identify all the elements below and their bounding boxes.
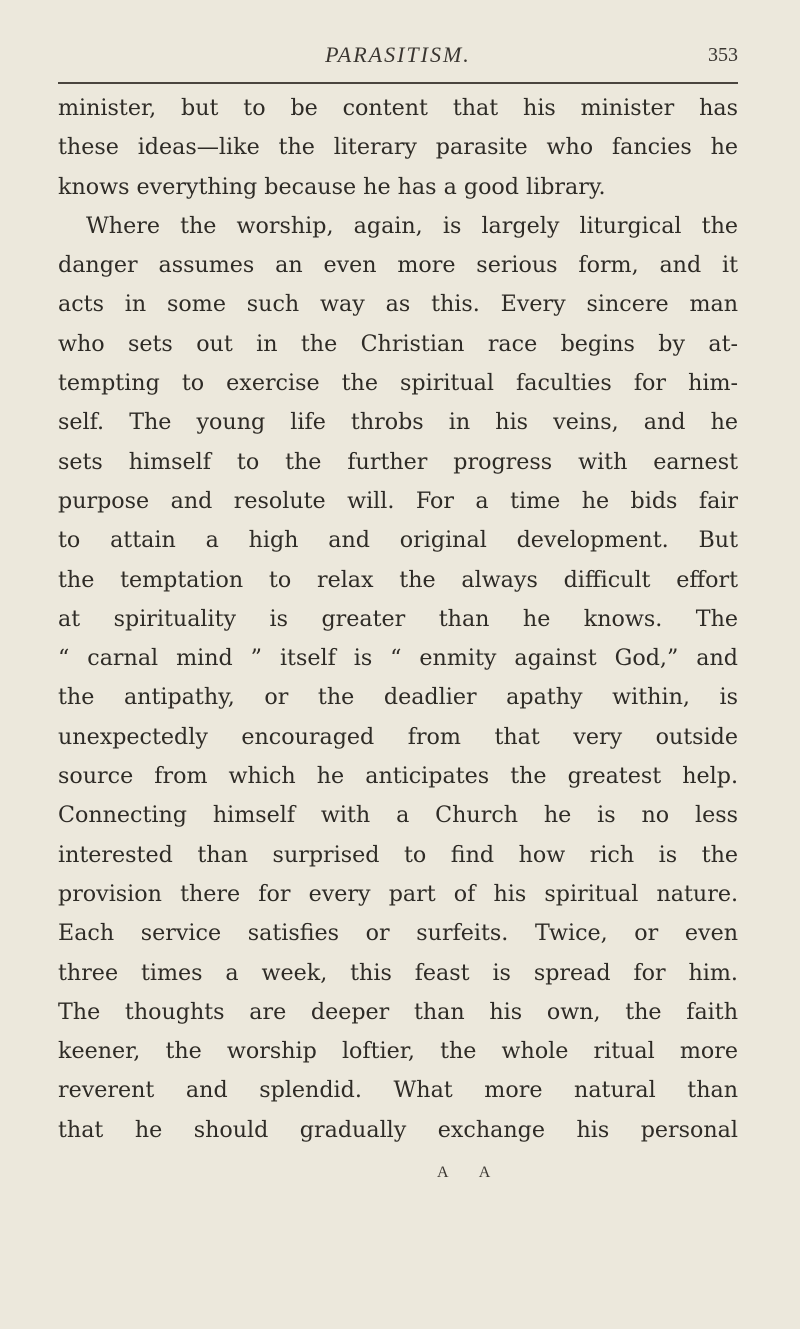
page-header: [58, 42, 738, 76]
text-line: The thoughts are deeper than his own, the faith: [58, 998, 738, 1025]
text-line: reverent and splendid. What more natural than: [58, 1077, 738, 1104]
text-line: Each service satisfies or surfeits. Twice, or even: [58, 920, 738, 947]
text-line: acts in some such way as this. Every sincere man: [58, 291, 738, 318]
text-line: sets himself to the further progress with earnest: [58, 448, 738, 475]
text-line: the antipathy, or the deadlier apathy within, is: [58, 684, 738, 711]
text-line: provision there for every part of his spiritual nature.: [58, 880, 738, 907]
text-line: three times a week, this feast is spread for him.: [58, 959, 738, 986]
text-line: danger assumes an even more serious form, and it: [58, 252, 738, 279]
text-line: purpose and resolute will. For a time he bids fair: [58, 487, 738, 514]
text-line: Connecting himself with a Church he is no less: [58, 802, 738, 829]
text-line: tempting to exercise the spiritual faculties for him-: [58, 370, 738, 397]
running-head: PARASITISM.: [325, 42, 471, 67]
text-line: that he should gradually exchange his personal: [58, 1116, 738, 1143]
text-line: keener, the worship loftier, the whole ritual more: [58, 1038, 738, 1065]
text-line: self. The young life throbs in his veins, and he: [58, 409, 738, 436]
header-rule: [58, 82, 738, 84]
text-line: interested than surprised to find how rich is the: [58, 841, 738, 868]
text-line: Where the worship, again, is largely liturgical the: [86, 212, 738, 239]
text-line: source from which he anticipates the greatest help.: [58, 763, 738, 790]
text-line: minister, but to be content that his minister has: [58, 95, 738, 121]
text-line: these ideas—like the literary parasite who fancies he: [58, 134, 738, 161]
text-line: “ carnal mind ” itself is “ enmity against God,” and: [58, 645, 738, 672]
page-number: 353: [708, 44, 738, 66]
body-text: [58, 89, 738, 1150]
text-line: at spirituality is greater than he knows. The: [58, 605, 738, 632]
text-line: the temptation to relax the always difficult effort: [58, 566, 738, 593]
text-line: to attain a high and original development. But: [58, 527, 738, 554]
text-line: who sets out in the Christian race begins by at-: [58, 330, 738, 357]
text-line: unexpectedly encouraged from that very outside: [58, 723, 738, 750]
signature-mark: A A: [437, 1164, 505, 1181]
text-line: knows everything because he has a good library.: [58, 173, 606, 200]
